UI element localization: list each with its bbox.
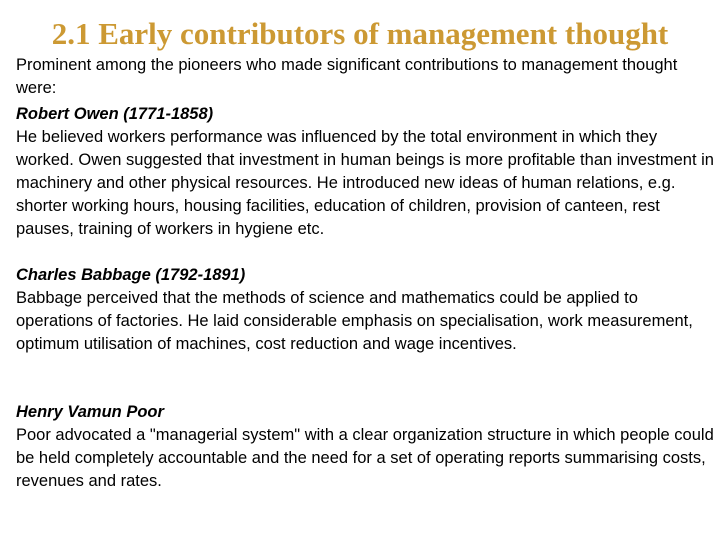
slide-title: 2.1 Early contributors of management thought [51, 16, 669, 51]
section-robert-owen [16, 103, 716, 241]
section-heading: Robert Owen (1771-1858) [16, 105, 214, 123]
section-heading: Henry Vamun Poor [16, 403, 164, 421]
section-charles-babbage [16, 264, 716, 356]
section-text: Babbage perceived that the methods of science and mathematics could be applied to operations of factories. He laid considerable emphasis on specialisation, work measurement, optimum utilisation of machines, cost reduction and wage incentives. [16, 289, 693, 353]
section-text: Poor advocated a "managerial system" with a clear organization structure in which people could be held completely accountable and the need for a set of operating reports summarising costs, revenues and rates. [16, 426, 714, 490]
intro-paragraph: Prominent among the pioneers who made significant contributions to management thought were: [16, 56, 678, 97]
section-heading: Charles Babbage (1792-1891) [16, 266, 246, 284]
section-text: He believed workers performance was influenced by the total environment in which they worked. Owen suggested that investment in human beings is more profitable than investment in machinery and other physical resources. He introduced new ideas of human relations, e.g. shorter working hours, housing facilities, education of children, provision of canteen, rest pauses, training of workers in hygiene etc. [16, 128, 714, 238]
section-henry-poor [16, 401, 716, 493]
